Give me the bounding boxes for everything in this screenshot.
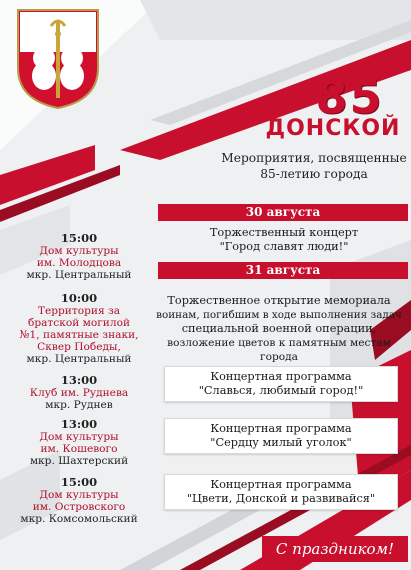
event-title-line: "Славься, любимый город!" (198, 384, 364, 397)
page-subtitle (220, 150, 408, 182)
event-venue: им. Кошевого (40, 443, 118, 455)
event-location (4, 292, 154, 365)
event-title (150, 294, 408, 364)
greeting-banner: С праздником! (262, 536, 408, 562)
event-title-line: Концертная программа (210, 370, 352, 383)
event-venue: Дом культуры (39, 489, 119, 501)
city-name: ДОНСКОЙ (265, 116, 401, 141)
event-district: мкр. Центральный (26, 269, 132, 281)
event-venue: им. Молодцова (36, 257, 122, 269)
event-venue: №1, памятные знаки, (19, 329, 139, 341)
event-district: мкр. Шахтерский (29, 455, 129, 467)
event-venue: Дом культуры (39, 431, 119, 443)
event-title-line: специальной военной операции, (181, 322, 377, 335)
event-title-line: "Город славят люди!" (219, 240, 349, 253)
subtitle-line: 85-летию города (260, 167, 368, 181)
event-title-line: Торжественный концерт (209, 226, 359, 239)
event-time: 13:00 (60, 373, 98, 387)
event-title-line: "Цвети, Донской и развивайся" (186, 492, 376, 505)
event-title-line: Торжественное открытие мемориала (167, 294, 391, 307)
event-district: мкр. Комсомольский (20, 513, 138, 525)
event-time: 10:00 (60, 291, 98, 305)
event-location (4, 374, 154, 411)
event-venue: Сквер Победы, (37, 341, 121, 353)
event-title-line: "Сердцу милый уголок" (210, 436, 352, 449)
event-title (162, 226, 406, 254)
event-venue: братской могилой (27, 317, 131, 329)
event-title-line: возложение цветов к памятным местам города (167, 337, 391, 363)
date-bar-30-august: 30 августа (158, 204, 408, 221)
event-title-line: Концертная программа (210, 478, 352, 491)
subtitle-line: Мероприятия, посвященные (221, 151, 407, 165)
event-district: мкр. Центральный (26, 353, 132, 365)
event-title-line: воинам, погибшим в ходе выполнения задач (156, 309, 402, 321)
event-location (4, 418, 154, 467)
event-card (164, 474, 398, 510)
event-venue: Дом культуры (39, 245, 119, 257)
event-time: 15:00 (60, 231, 98, 245)
event-district: мкр. Руднев (45, 399, 113, 411)
event-card (164, 366, 398, 402)
event-venue: Территория за (37, 305, 121, 317)
anniversary-number: 85 (315, 70, 384, 124)
event-time: 15:00 (60, 475, 98, 489)
coat-of-arms-icon (4, 4, 112, 112)
event-title-line: Концертная программа (210, 422, 352, 435)
event-venue: им. Островского (32, 501, 126, 513)
event-location (4, 476, 154, 525)
event-card (164, 418, 398, 454)
date-bar-31-august: 31 августа (158, 262, 408, 279)
event-location (4, 232, 154, 281)
event-venue: Клуб им. Руднева (29, 387, 129, 399)
event-time: 13:00 (60, 417, 98, 431)
